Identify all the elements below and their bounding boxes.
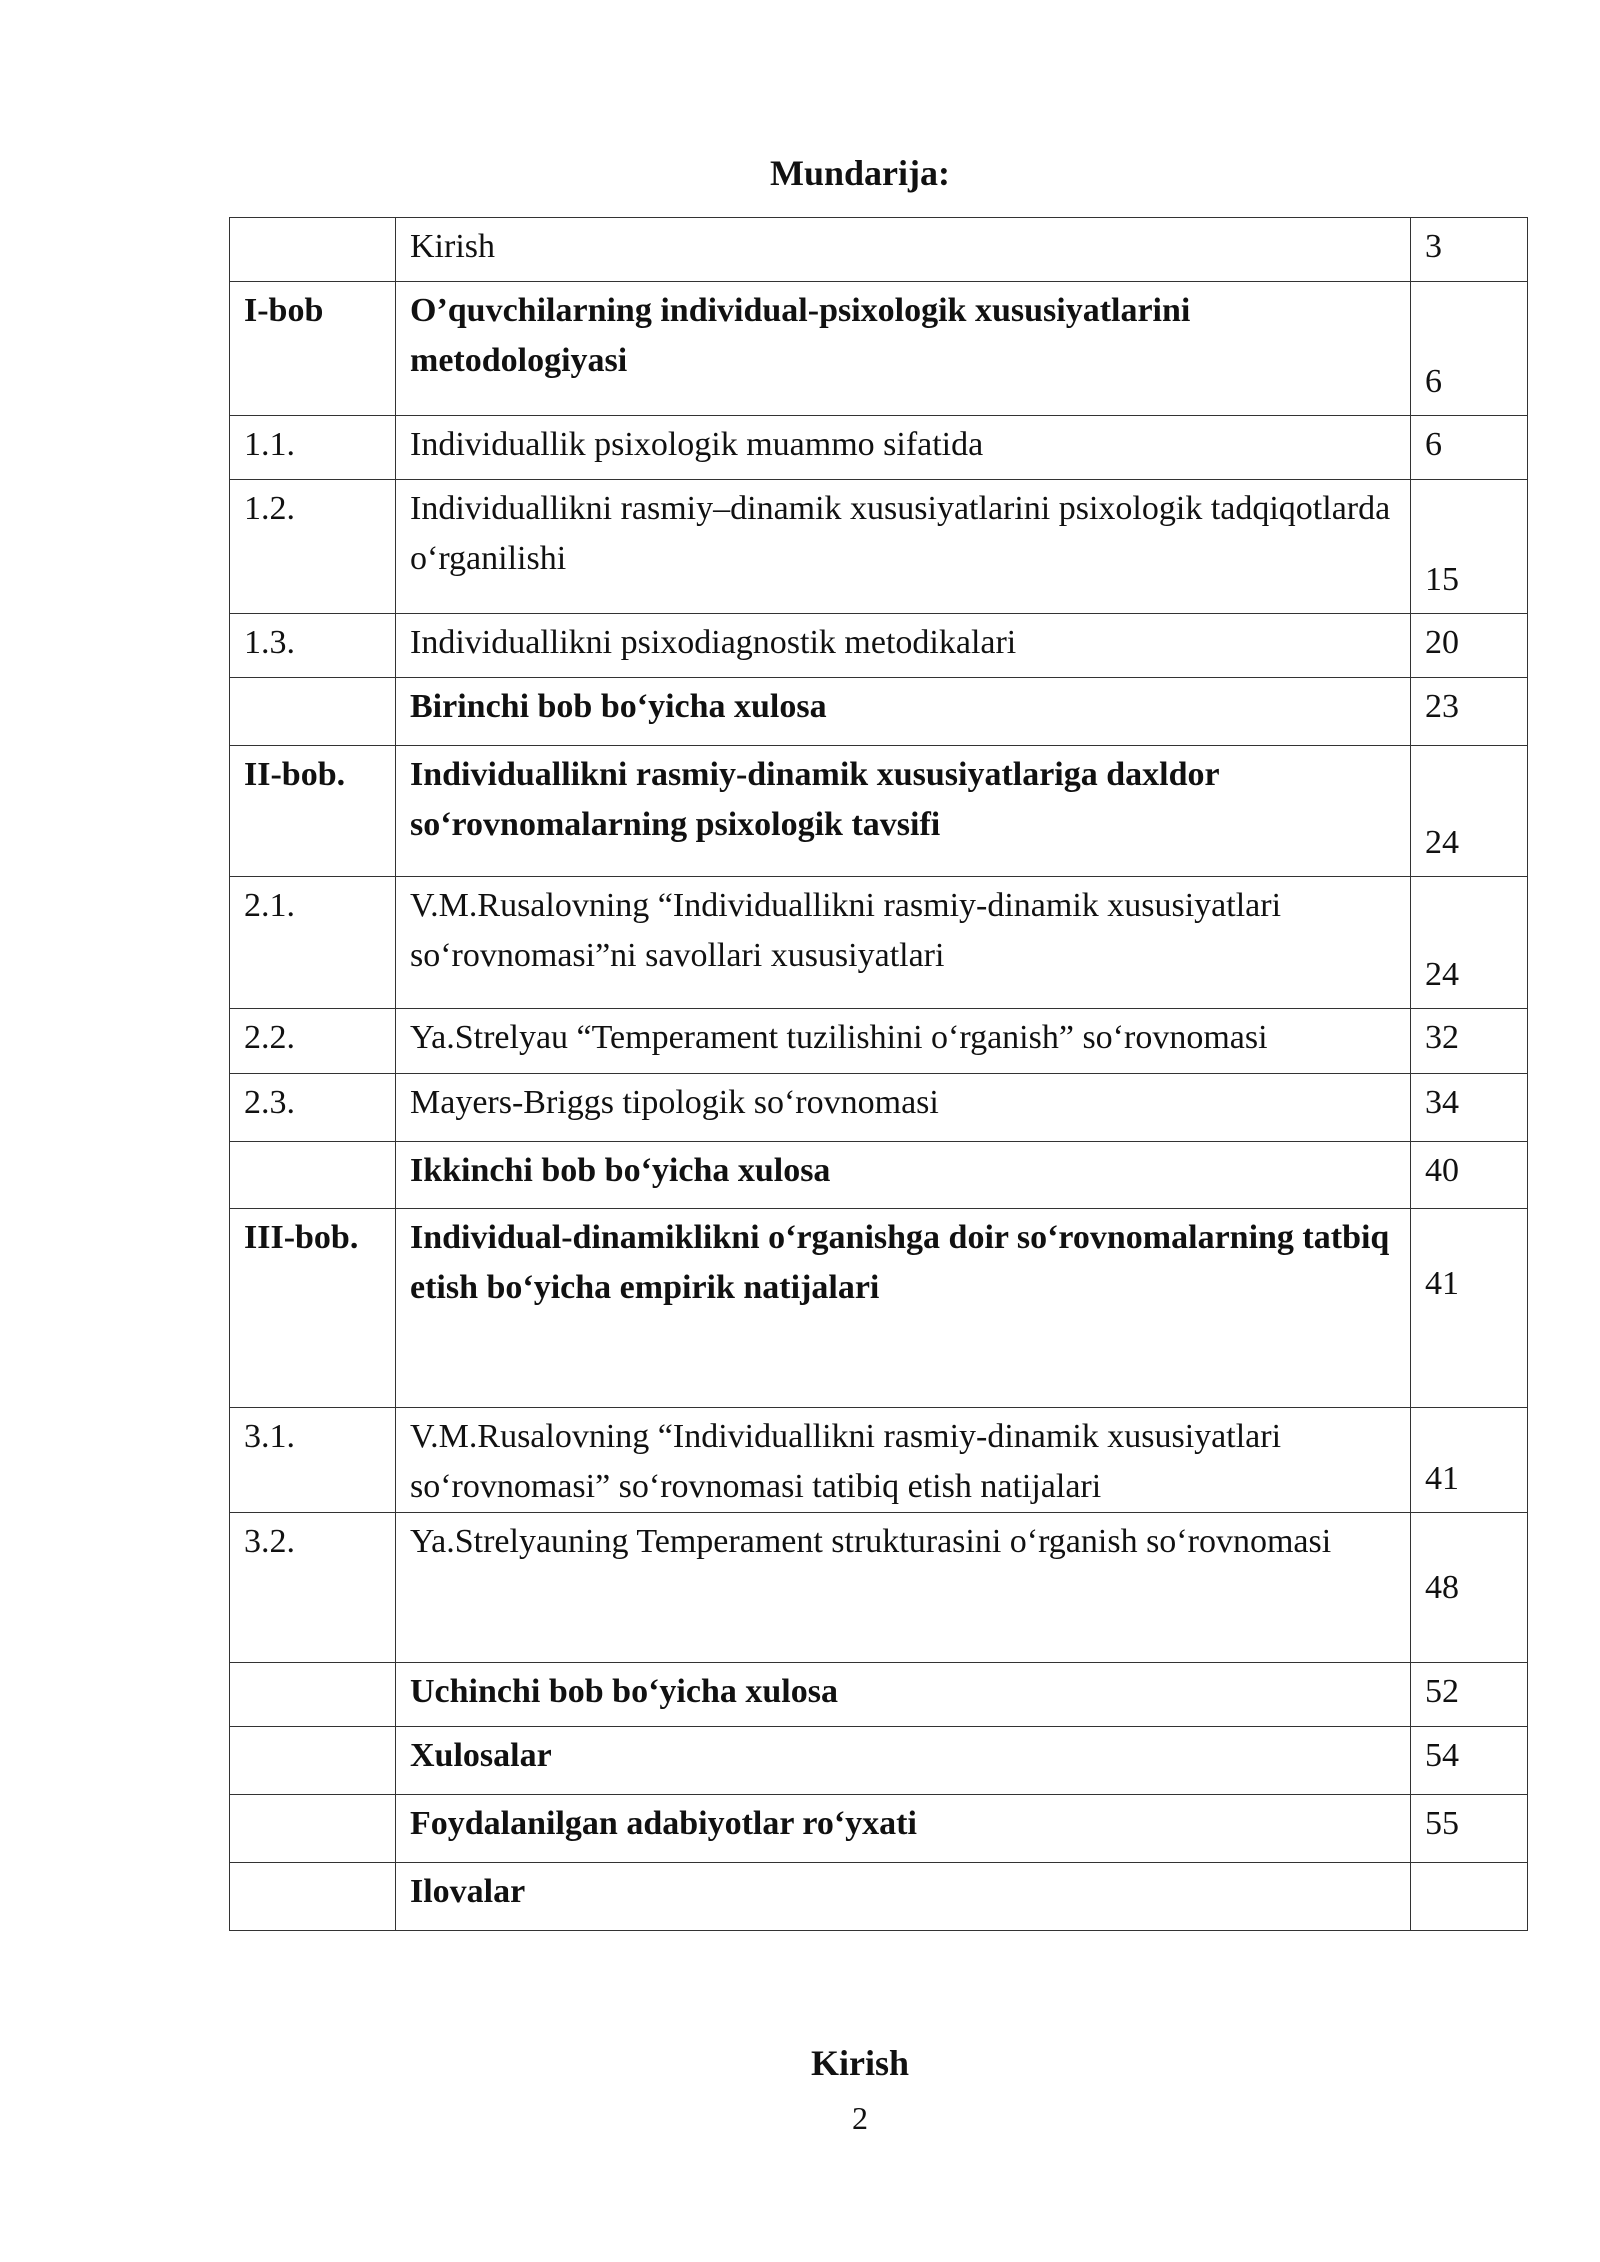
toc-body [230,218,1528,1931]
toc-entry-page: 40 [1411,1142,1528,1209]
toc-entry-number [230,1795,396,1863]
toc-row [230,1663,1528,1727]
toc-entry-number [230,1727,396,1795]
toc-row [230,1074,1528,1142]
toc-entry-title: Mayers-Briggs tipologik so‘rovnomasi [396,1074,1411,1142]
toc-entry-title: Ilovalar [396,1863,1411,1931]
toc-entry-page: 55 [1411,1795,1528,1863]
toc-row [230,1408,1528,1513]
toc-row [230,1863,1528,1931]
toc-entry-page: 15 [1411,480,1528,614]
toc-entry-title: Xulosalar [396,1727,1411,1795]
page-title: Mundarija: [770,153,950,193]
toc-row [230,282,1528,416]
table-of-contents [229,217,1528,1931]
page-number: 2 [852,2100,868,2136]
toc-entry-number: 3.1. [230,1408,396,1513]
toc-entry-title: Kirish [396,218,1411,282]
toc-entry-page: 34 [1411,1074,1528,1142]
toc-entry-title: Ya.Strelyau “Temperament tuzilishini o‘rganish” so‘rovnomasi [396,1009,1411,1074]
toc-row [230,416,1528,480]
toc-entry-number: 1.3. [230,614,396,678]
toc-row [230,877,1528,1009]
toc-entry-title: Individuallikni rasmiy-dinamik xususiyatlariga daxldor so‘rovnomalarning psixologik tavsifi [396,746,1411,877]
section-heading: Kirish [810,2043,909,2083]
toc-entry-number [230,1863,396,1931]
toc-entry-title: V.M.Rusalovning “Individuallikni rasmiy-dinamik xususiyatlari so‘rovnomasi”ni savollari xususiyatlari [396,877,1411,1009]
toc-entry-title: Individual-dinamiklikni o‘rganishga doir so‘rovnomalarning tatbiq etish bo‘yicha empirik natijalari [396,1209,1411,1408]
toc-entry-number: III-bob. [230,1209,396,1408]
toc-row [230,1795,1528,1863]
toc-entry-number: 3.2. [230,1513,396,1663]
toc-entry-title: Individuallik psixologik muammo sifatida [396,416,1411,480]
toc-entry-page: 24 [1411,877,1528,1009]
toc-entry-number: 2.2. [230,1009,396,1074]
toc-row [230,1142,1528,1209]
toc-entry-page: 32 [1411,1009,1528,1074]
toc-entry-page: 24 [1411,746,1528,877]
toc-row [230,1727,1528,1795]
toc-row [230,1009,1528,1074]
toc-entry-title: Individuallikni psixodiagnostik metodikalari [396,614,1411,678]
toc-entry-title: V.M.Rusalovning “Individuallikni rasmiy-dinamik xususiyatlari so‘rovnomasi” so‘rovnomasi tatibiq etish natijalari [396,1408,1411,1513]
toc-entry-page: 6 [1411,416,1528,480]
toc-row [230,678,1528,746]
toc-entry-number: I-bob [230,282,396,416]
toc-entry-page: 52 [1411,1663,1528,1727]
toc-entry-page: 23 [1411,678,1528,746]
toc-entry-title: Individuallikni rasmiy–dinamik xususiyatlarini psixologik tadqiqotlarda o‘rganilishi [396,480,1411,614]
toc-row [230,480,1528,614]
toc-entry-title: Ikkinchi bob bo‘yicha xulosa [396,1142,1411,1209]
toc-entry-page: 41 [1411,1408,1528,1513]
toc-entry-page: 3 [1411,218,1528,282]
toc-entry-title: Ya.Strelyauning Temperament strukturasini o‘rganish so‘rovnomasi [396,1513,1411,1663]
toc-entry-title: Birinchi bob bo‘yicha xulosa [396,678,1411,746]
toc-entry-number [230,1663,396,1727]
toc-entry-title: O’quvchilarning individual-psixologik xususiyatlarini metodologiyasi [396,282,1411,416]
toc-entry-number [230,678,396,746]
toc-row [230,218,1528,282]
toc-entry-page: 48 [1411,1513,1528,1663]
toc-entry-page [1411,1863,1528,1931]
toc-entry-number [230,1142,396,1209]
toc-entry-number: 1.2. [230,480,396,614]
toc-entry-number: 2.1. [230,877,396,1009]
toc-row [230,1513,1528,1663]
toc-entry-number: 2.3. [230,1074,396,1142]
toc-row [230,746,1528,877]
toc-entry-number: II-bob. [230,746,396,877]
toc-entry-page: 41 [1411,1209,1528,1408]
toc-entry-page: 54 [1411,1727,1528,1795]
toc-entry-page: 20 [1411,614,1528,678]
toc-row [230,1209,1528,1408]
toc-entry-page: 6 [1411,282,1528,416]
toc-entry-title: Foydalanilgan adabiyotlar ro‘yxati [396,1795,1411,1863]
toc-entry-number: 1.1. [230,416,396,480]
toc-entry-title: Uchinchi bob bo‘yicha xulosa [396,1663,1411,1727]
toc-entry-number [230,218,396,282]
toc-row [230,614,1528,678]
